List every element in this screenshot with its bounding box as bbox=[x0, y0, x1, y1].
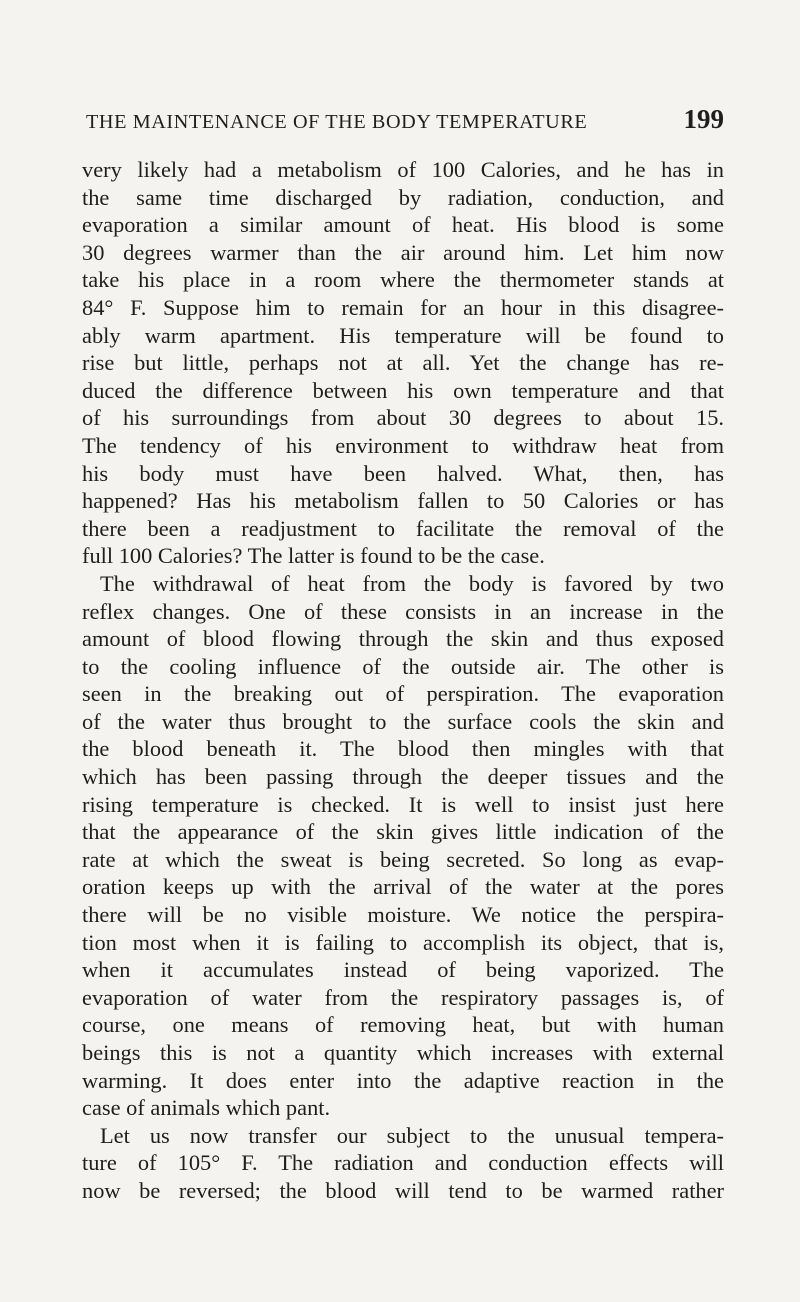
text-line: there will be no visible moisture. We notice the perspira- bbox=[82, 902, 724, 928]
page-number: 199 bbox=[683, 104, 724, 134]
text-line: very likely had a metabolism of 100 Calories, and he has in bbox=[82, 157, 724, 182]
paragraph-start-line: Let us now transfer our subject to the unusual tempera- bbox=[100, 1122, 724, 1148]
text-line: of the water thus brought to the surface cools the skin and bbox=[82, 708, 724, 734]
paragraph-end-line: full 100 Calories? The latter is found to be the case. bbox=[82, 543, 545, 569]
text-line: duced the difference between his own temperature and that bbox=[82, 377, 724, 403]
text-line: evaporation a similar amount of heat. His blood is some bbox=[82, 212, 724, 238]
text-line: rate at which the sweat is being secreted. So long as evap- bbox=[82, 846, 724, 872]
running-title: THE MAINTENANCE OF THE BODY TEMPERATURE bbox=[86, 111, 588, 133]
text-line: ture of 105° F. The radiation and conduction effects will bbox=[82, 1150, 724, 1176]
paragraph-start-line: The withdrawal of heat from the body is favored by two bbox=[100, 570, 724, 596]
text-line: happened? Has his metabolism fallen to 50 Calories or has bbox=[82, 488, 724, 514]
text-line: that the appearance of the skin gives little indication of the bbox=[82, 819, 724, 845]
text-line: now be reversed; the blood will tend to be warmed rather bbox=[82, 1177, 724, 1203]
text-line: evaporation of water from the respiratory passages is, of bbox=[82, 984, 724, 1010]
text-line: amount of blood flowing through the skin and thus exposed bbox=[82, 626, 724, 652]
text-line: take his place in a room where the thermometer stands at bbox=[82, 267, 724, 293]
text-line: The tendency of his environment to withdraw heat from bbox=[82, 432, 724, 458]
text-line: rising temperature is checked. It is well to insist just here bbox=[82, 791, 724, 817]
text-line: ably warm apartment. His temperature will be found to bbox=[82, 322, 724, 348]
text-line: oration keeps up with the arrival of the water at the pores bbox=[82, 874, 724, 900]
text-line: seen in the breaking out of perspiration. The evaporation bbox=[82, 681, 724, 707]
text-line: there been a readjustment to facilitate the removal of the bbox=[82, 515, 724, 541]
text-line: warming. It does enter into the adaptive reaction in the bbox=[82, 1067, 724, 1093]
text-line: when it accumulates instead of being vaporized. The bbox=[82, 957, 724, 983]
text-line: the same time discharged by radiation, conduction, and bbox=[82, 184, 724, 210]
text-line: course, one means of removing heat, but with human bbox=[82, 1012, 724, 1038]
text-line: 84° F. Suppose him to remain for an hour in this disagree- bbox=[82, 294, 724, 320]
running-head bbox=[86, 104, 724, 138]
text-line: to the cooling influence of the outside air. The other is bbox=[82, 653, 724, 679]
text-line: of his surroundings from about 30 degrees to about 15. bbox=[82, 405, 724, 431]
text-line: tion most when it is failing to accomplish its object, that is, bbox=[82, 929, 724, 955]
text-line: 30 degrees warmer than the air around him. Let him now bbox=[82, 239, 724, 265]
text-line: the blood beneath it. The blood then mingles with that bbox=[82, 736, 724, 762]
text-line: reflex changes. One of these consists in an increase in the bbox=[82, 598, 724, 624]
paragraph-end-line: case of animals which pant. bbox=[82, 1095, 331, 1121]
text-line: his body must have been halved. What, then, has bbox=[82, 460, 724, 486]
body-text bbox=[82, 156, 724, 1205]
text-line: beings this is not a quantity which increases with external bbox=[82, 1040, 724, 1065]
text-line: rise but little, perhaps not at all. Yet the change has re- bbox=[82, 350, 724, 376]
text-line: which has been passing through the deeper tissues and the bbox=[82, 764, 724, 790]
